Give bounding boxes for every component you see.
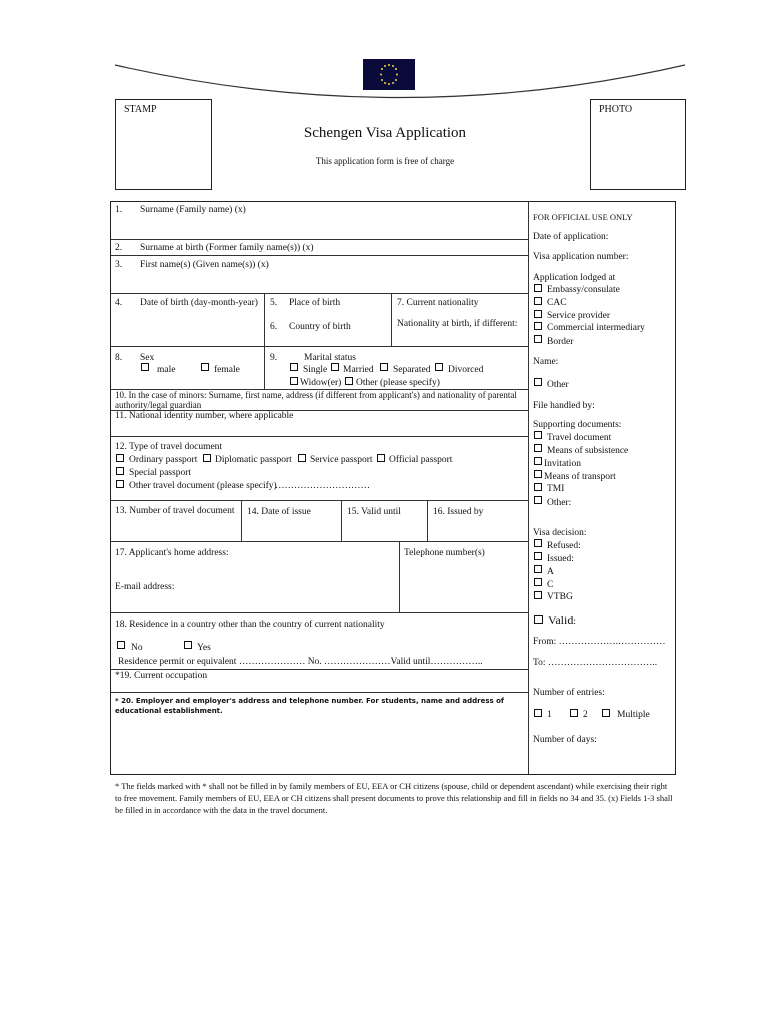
stamp-box <box>115 99 212 190</box>
official-date-of-application: Date of application: <box>533 232 609 242</box>
lodged-embassy-label: Embassy/consulate <box>547 285 620 295</box>
support-other-label: Other: <box>547 498 572 508</box>
official-visa-decision: Visa decision: <box>533 528 587 538</box>
support-travel-doc-label: Travel document <box>547 433 612 443</box>
doc-special-label: Special passport <box>129 468 192 478</box>
lodged-cac-checkbox[interactable] <box>534 297 542 305</box>
support-subsistence-label: Means of subsistence <box>547 446 629 456</box>
lodged-border-label: Border <box>547 337 574 347</box>
doc-other-label: Other travel document (please specify) <box>129 481 277 491</box>
official-days: Number of days: <box>533 735 597 745</box>
residence-no-checkbox[interactable] <box>117 641 125 649</box>
marital-married-checkbox[interactable] <box>331 363 339 371</box>
entries-multiple-checkbox[interactable] <box>602 709 610 717</box>
support-other-checkbox[interactable] <box>534 496 542 504</box>
support-transport-label: Means of transport <box>544 472 616 482</box>
lodged-service-provider-label: Service provider <box>547 311 611 321</box>
field-4-num: 4. <box>115 298 123 308</box>
field-9-num: 9. <box>270 353 278 363</box>
stamp-label: STAMP <box>124 104 157 115</box>
decision-refused-checkbox[interactable] <box>534 539 542 547</box>
valid-word: Valid <box>548 613 574 627</box>
decision-refused-label: Refused: <box>547 541 581 551</box>
marital-married-label: Married <box>343 365 374 375</box>
field-17-telephone[interactable]: Telephone number(s) <box>404 548 485 558</box>
decision-c-checkbox[interactable] <box>534 578 542 586</box>
residence-yes-checkbox[interactable] <box>184 641 192 649</box>
doc-other-checkbox[interactable] <box>116 480 124 488</box>
entries-2-label: 2 <box>583 710 588 720</box>
field-7-nationality-at-birth[interactable]: Nationality at birth, if different: <box>397 319 518 329</box>
sex-female-label: female <box>214 365 240 375</box>
official-lodged-at: Application lodged at <box>533 273 616 283</box>
support-transport-checkbox[interactable] <box>534 470 542 478</box>
entries-multiple-label: Multiple <box>617 710 650 720</box>
field-3-first-names[interactable]: First name(s) (Given name(s)) (x) <box>140 260 269 270</box>
doc-official-checkbox[interactable] <box>377 454 385 462</box>
doc-other-dots[interactable]: ………………………… <box>275 481 370 491</box>
support-invitation-checkbox[interactable] <box>534 457 542 465</box>
sex-female-checkbox[interactable] <box>201 363 209 371</box>
lodged-commercial-checkbox[interactable] <box>534 322 542 330</box>
doc-service-label: Service passport <box>310 455 373 465</box>
field-12-travel-doc-label: 12. Type of travel document <box>115 442 223 452</box>
decision-vtbg-checkbox[interactable] <box>534 591 542 599</box>
support-tmi-label: TMI <box>547 484 565 494</box>
field-20-employer[interactable]: * 20. Employer and employer's address and telephone number. For students, name and address of educational establishment. <box>115 697 504 715</box>
field-6-country-of-birth[interactable]: Country of birth <box>289 322 351 332</box>
doc-ordinary-label: Ordinary passport <box>129 455 198 465</box>
marital-other-label: Other (please specify) <box>356 378 440 388</box>
sex-male-label: male <box>157 365 176 375</box>
decision-valid-label <box>548 613 576 628</box>
lodged-cac-label: CAC <box>547 298 567 308</box>
field-14-date-of-issue[interactable]: 14. Date of issue <box>247 507 311 517</box>
marital-widow-label: Widow(er) <box>300 378 342 388</box>
valid-colon: : <box>573 616 576 626</box>
field-10-minors[interactable]: 10. In the case of minors: Surname, first name, address (if different from applicant's) and nationality of parental authority/legal guardian <box>115 390 517 410</box>
field-17-email[interactable]: E-mail address: <box>115 582 175 592</box>
decision-a-checkbox[interactable] <box>534 565 542 573</box>
decision-valid-checkbox[interactable] <box>534 615 543 624</box>
lodged-border-checkbox[interactable] <box>534 335 542 343</box>
marital-widow-checkbox[interactable] <box>290 377 298 385</box>
field-5-num: 5. <box>270 298 278 308</box>
marital-divorced-checkbox[interactable] <box>435 363 443 371</box>
decision-a-label: A <box>547 567 554 577</box>
official-supporting-docs: Supporting documents: <box>533 420 622 430</box>
footnote: * The fields marked with * shall not be filled in by family members of EU, EEA or CH citizens (spouse, child or dependent ascendant) while exercising their right to free movement. Family members of EU, EEA or CH citizens shall present documents to prove this relationship and fill in fields no 34 and 35. (x) Fields 1-3 shall be filled in in accordance with the data in the travel document. <box>115 781 673 815</box>
entries-2-checkbox[interactable] <box>570 709 578 717</box>
page-subtitle: This application form is free of charge <box>315 156 455 166</box>
doc-service-checkbox[interactable] <box>298 454 306 462</box>
marital-single-label: Single <box>303 365 328 375</box>
field-2-num: 2. <box>115 243 123 253</box>
official-name: Name: <box>533 357 559 367</box>
official-from[interactable]: From: ……………….…………… <box>533 637 666 647</box>
doc-diplomatic-checkbox[interactable] <box>203 454 211 462</box>
field-15-valid-until[interactable]: 15. Valid until <box>347 507 401 517</box>
residence-no-label: No <box>131 643 143 653</box>
lodged-embassy-checkbox[interactable] <box>534 284 542 292</box>
lodged-commercial-label: Commercial intermediary <box>547 323 645 333</box>
field-8-sex-label: Sex <box>140 353 155 363</box>
marital-separated-label: Separated <box>393 365 431 375</box>
official-entries: Number of entries: <box>533 688 605 698</box>
support-subsistence-checkbox[interactable] <box>534 444 542 452</box>
marital-divorced-label: Divorced <box>448 365 484 375</box>
field-19-occupation[interactable]: *19. Current occupation <box>115 671 208 681</box>
official-file-handled-by: File handled by: <box>533 401 595 411</box>
page-title: Schengen Visa Application <box>303 125 467 141</box>
field-9-marital-label: Marital status <box>304 353 356 363</box>
residence-yes-label: Yes <box>197 643 211 653</box>
field-8-num: 8. <box>115 353 123 363</box>
photo-box[interactable] <box>590 99 686 190</box>
official-to[interactable]: To: …………………………….. <box>533 658 658 668</box>
entries-1-checkbox[interactable] <box>534 709 542 717</box>
support-tmi-checkbox[interactable] <box>534 483 542 491</box>
doc-official-label: Official passport <box>389 455 453 465</box>
support-travel-doc-checkbox[interactable] <box>534 431 542 439</box>
field-11-national-id[interactable]: 11. National identity number, where applicable <box>115 411 294 421</box>
field-7-current-nationality[interactable]: 7. Current nationality <box>397 298 479 308</box>
official-visa-number: Visa application number: <box>533 252 629 262</box>
field-16-issued-by[interactable]: 16. Issued by <box>433 507 484 517</box>
support-invitation-label: Invitation <box>544 459 581 469</box>
decision-issued-label: Issued: <box>547 554 574 564</box>
field-5-place-of-birth[interactable]: Place of birth <box>289 298 341 308</box>
marital-separated-checkbox[interactable] <box>380 363 388 371</box>
lodged-other-checkbox[interactable] <box>534 378 542 386</box>
field-13-doc-number[interactable]: 13. Number of travel document <box>115 506 235 516</box>
decision-c-label: C <box>547 580 554 590</box>
doc-ordinary-checkbox[interactable] <box>116 454 124 462</box>
eu-flag-icon <box>363 59 415 90</box>
doc-diplomatic-label: Diplomatic passport <box>215 455 292 465</box>
field-3-num: 3. <box>115 260 123 270</box>
field-4-date-of-birth[interactable]: Date of birth (day-month-year) <box>140 298 258 308</box>
decision-vtbg-label: VTBG <box>547 592 573 602</box>
lodged-service-provider-checkbox[interactable] <box>534 310 542 318</box>
official-heading: FOR OFFICIAL USE ONLY <box>533 212 633 222</box>
residence-permit-line[interactable]: Residence permit or equivalent ………………… No. …………………Valid until…………….. <box>118 657 483 667</box>
photo-label: PHOTO <box>599 104 633 115</box>
doc-special-checkbox[interactable] <box>116 467 124 475</box>
field-1-surname[interactable]: Surname (Family name) (x) <box>140 205 246 215</box>
marital-other-checkbox[interactable] <box>345 377 353 385</box>
marital-single-checkbox[interactable] <box>290 363 298 371</box>
lodged-other-label: Other <box>547 380 569 390</box>
entries-1-label: 1 <box>547 710 552 720</box>
field-18-residence: 18. Residence in a country other than the country of current nationality <box>115 620 385 630</box>
field-1-num: 1. <box>115 205 123 215</box>
official-divider <box>528 201 529 774</box>
field-2-surname-at-birth[interactable]: Surname at birth (Former family name(s)) (x) <box>140 243 314 253</box>
sex-male-checkbox[interactable] <box>141 363 149 371</box>
field-6-num: 6. <box>270 322 278 332</box>
field-17-home-address[interactable]: 17. Applicant's home address: <box>115 548 229 558</box>
decision-issued-checkbox[interactable] <box>534 552 542 560</box>
